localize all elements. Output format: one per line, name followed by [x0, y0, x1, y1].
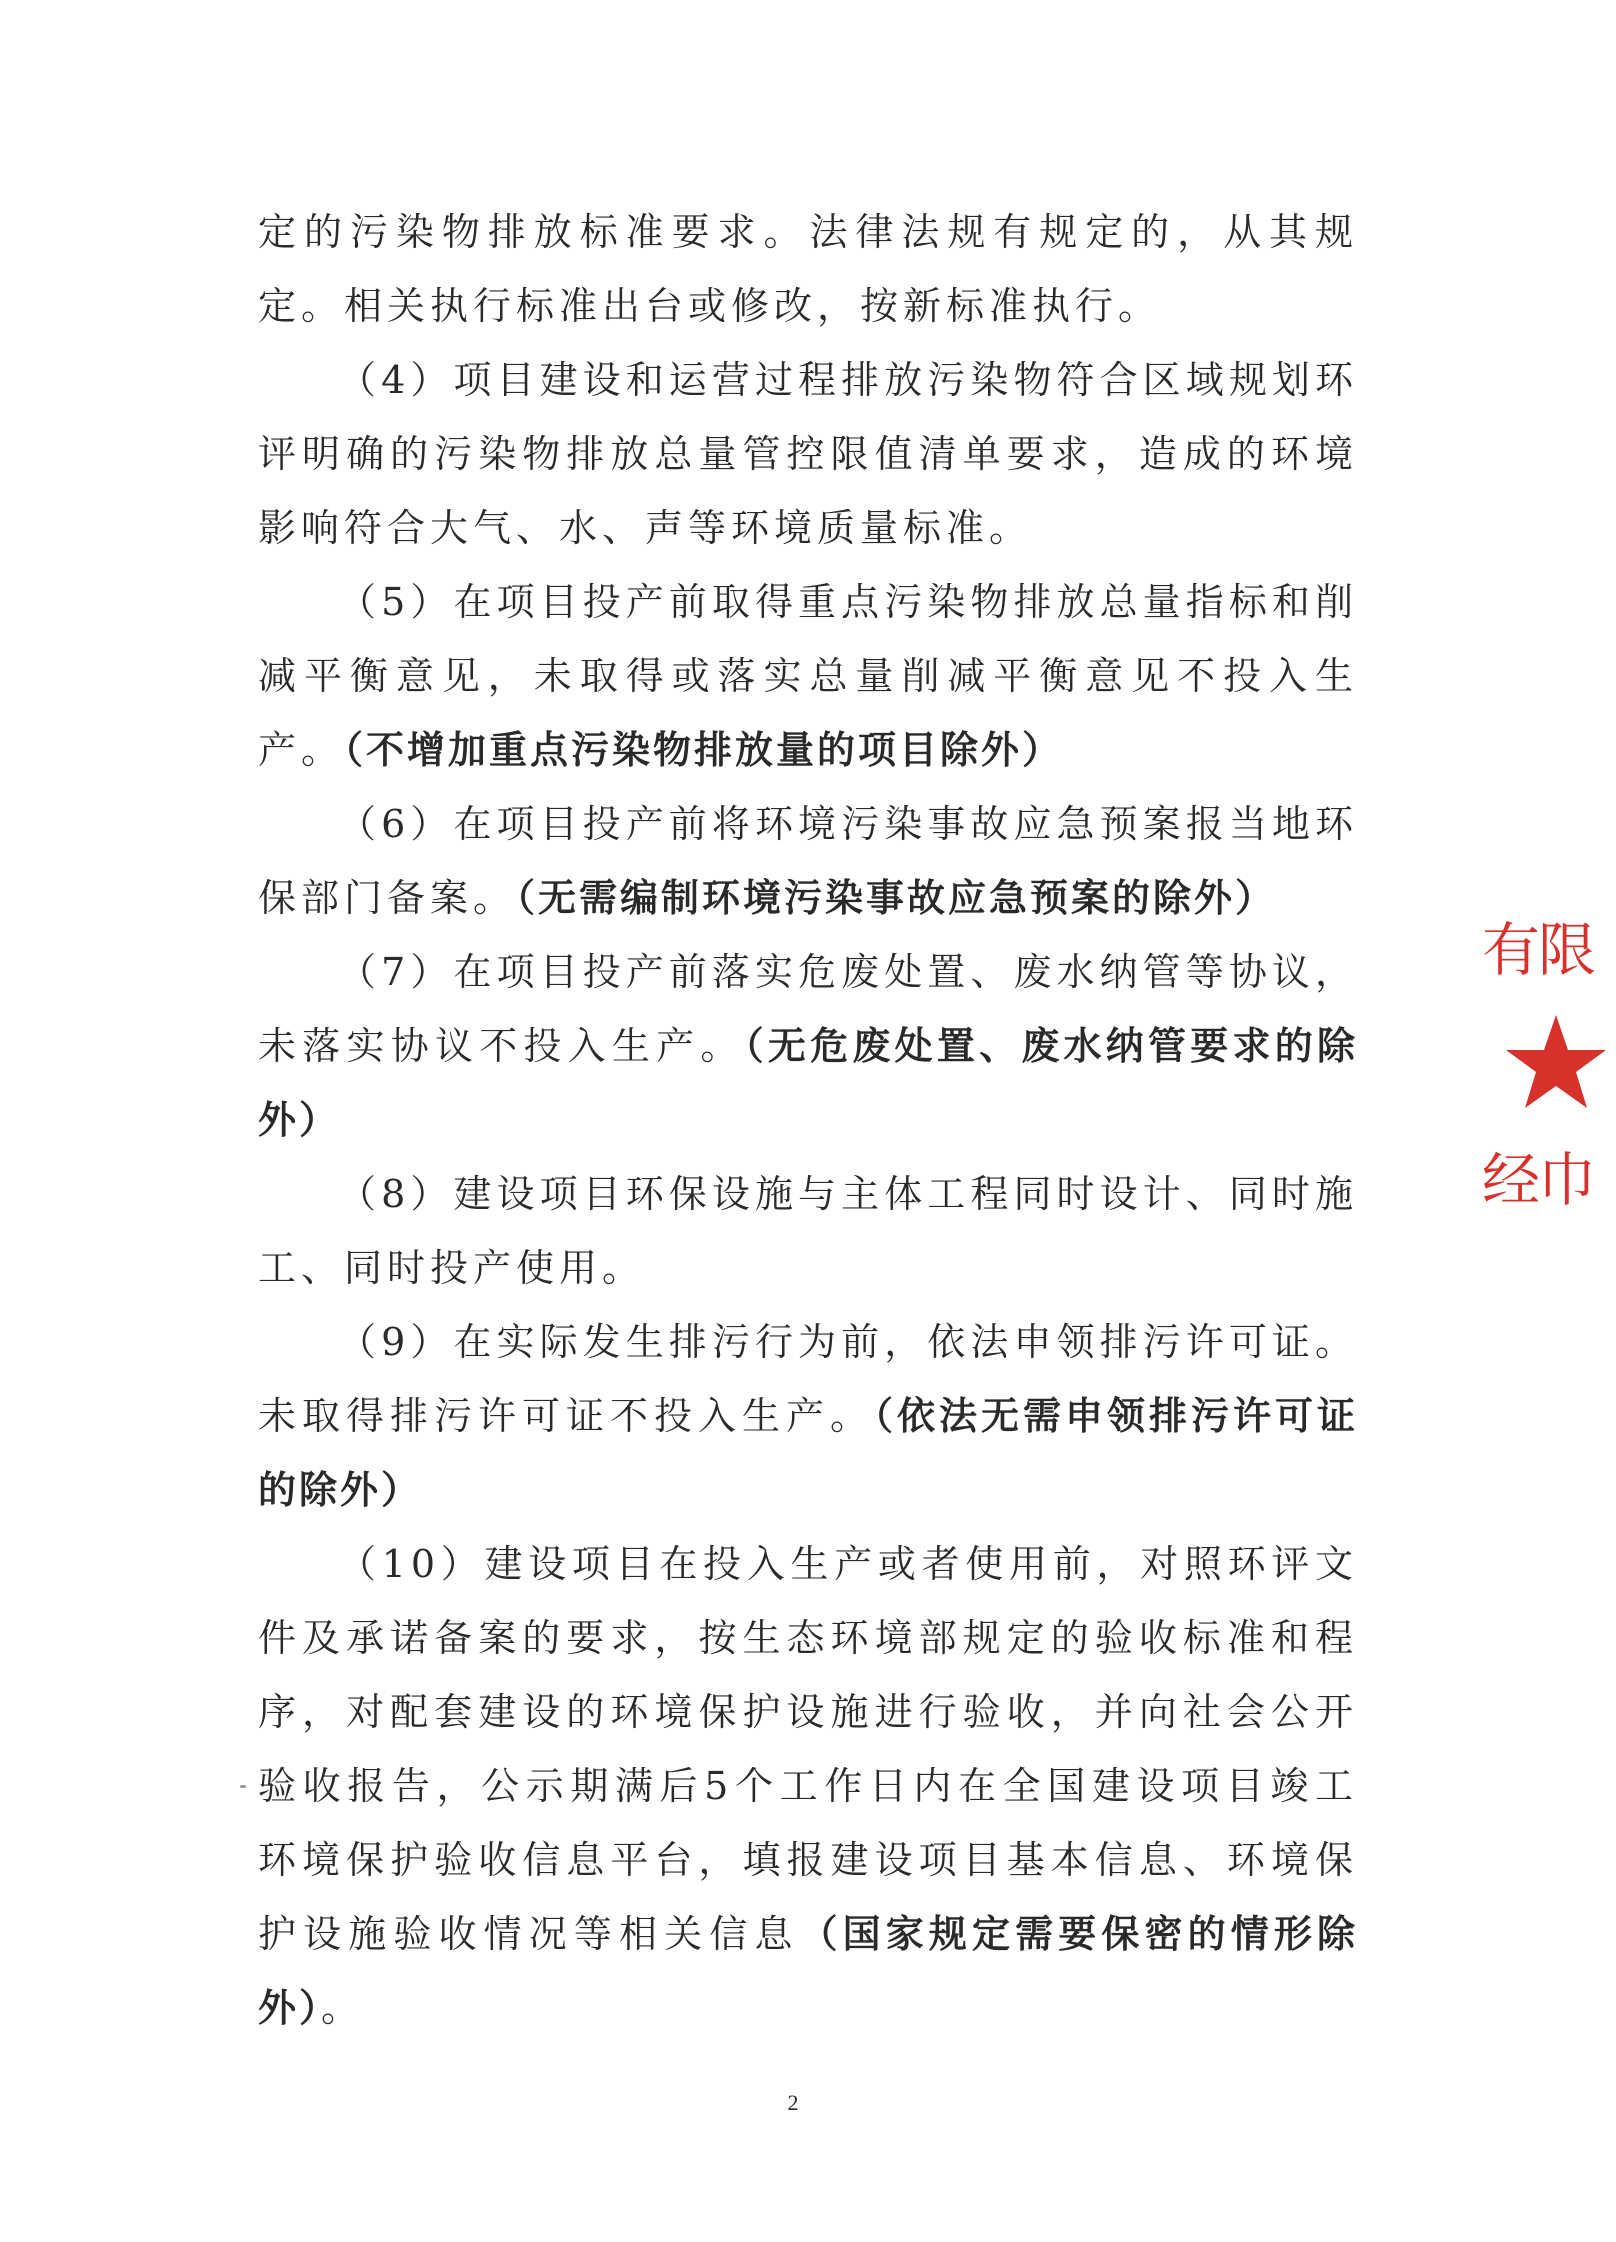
- paragraph-4: （4）项目建设和运营过程排放污染物符合区域规划环评明确的污染物排放总量管控限值清单要求，造成的环境影响符合大气、水、声等环境质量标准。: [258, 358, 1358, 550]
- paragraph-9: （9）在实际发生排污行为前，依法申领排污许可证。未取得排污许可证不投入生产。（依法无需申领排污许可证的除外）: [258, 1320, 1358, 1512]
- seal-char-xian: 限: [1538, 916, 1597, 984]
- paragraph-10: （10）建设项目在投入生产或者使用前，对照环评文件及承诺备案的要求，按生态环境部规定的验收标准和程序，对配套建设的环境保护设施进行验收，并向社会公开验收报告，公示期满后5个工作日内在全国建设项目竣工环境保护验收信息平台，填报建设项目基本信息、环境保护设施验收情况等相关信息（国家规定需要保密的情形除外）。: [258, 1542, 1358, 2030]
- paragraph-3-continued: 定的污染物排放标准要求。法律法规有规定的，从其规定。相关执行标准出台或修改，按新标准执行。: [258, 210, 1358, 328]
- document-body: [258, 195, 1358, 2045]
- exception-note-6: （无需编制环境污染事故应急预案的除外）: [516, 876, 1277, 920]
- exception-note-10: （国家规定需要保密的情形除外）: [258, 1912, 1358, 2030]
- paragraph-8: （8）建设项目环保设施与主体工程同时设计、同时施工、同时投产使用。: [258, 1172, 1358, 1290]
- exception-note-7: （无危废处置、废水纳管要求的除外）: [258, 1024, 1358, 1142]
- seal-star-icon: [1506, 1015, 1606, 1108]
- page-number: 2: [787, 2090, 799, 2115]
- paragraph-7: （7）在项目投产前落实危废处置、废水纳管等协议，未落实协议不投入生产。（无危废处置、废水纳管要求的除外）: [258, 950, 1358, 1142]
- seal-char-jin: 巾: [1538, 1146, 1597, 1214]
- company-seal: [1476, 900, 1616, 1260]
- seal-char-jing: 经: [1482, 1146, 1541, 1214]
- seal-char-you: 有: [1482, 916, 1541, 984]
- paragraph-5: （5）在项目投产前取得重点污染物排放总量指标和削减平衡意见，未取得或落实总量削减平衡意见不投入生产。（不增加重点污染物排放量的项目除外）: [258, 580, 1358, 772]
- paragraph-6: （6）在项目投产前将环境污染事故应急预案报当地环保部门备案。（无需编制环境污染事故应急预案的除外）: [258, 802, 1358, 920]
- exception-note-9: （依法无需申领排污许可证的除外）: [258, 1394, 1358, 1512]
- scan-artifact: [240, 1785, 246, 1788]
- exception-note-5: （不增加重点污染物排放量的项目除外）: [344, 728, 1064, 772]
